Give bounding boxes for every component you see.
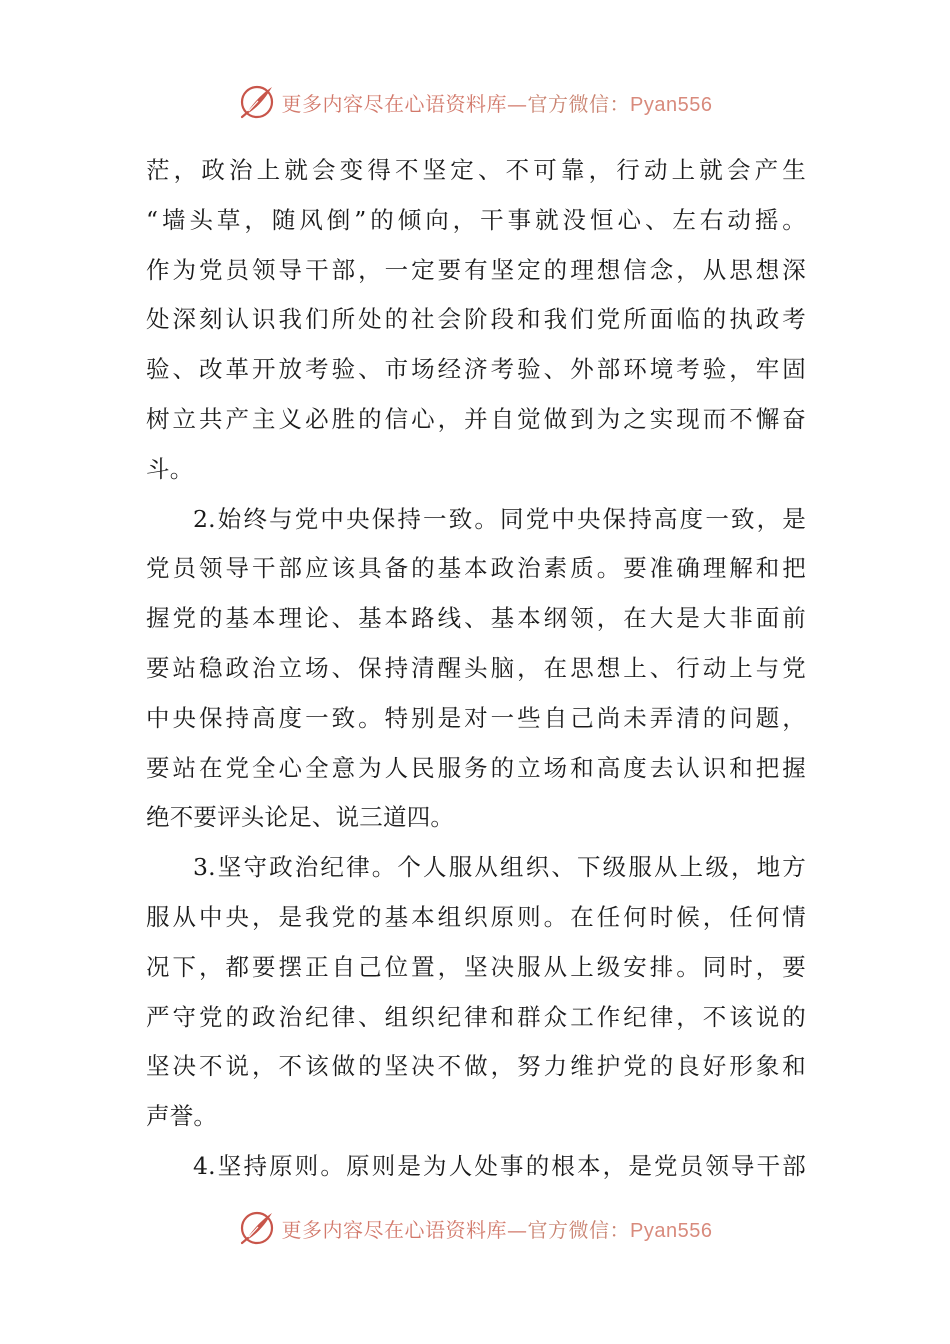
quill-logo-icon bbox=[238, 1209, 276, 1247]
footer-banner bbox=[0, 1208, 950, 1248]
body-line: 4.坚持原则。原则是为人处事的根本，是党员领导干部 bbox=[193, 1151, 806, 1180]
body-line: 握党的基本理论、基本路线、基本纲领，在大是大非面前 bbox=[146, 604, 806, 633]
body-line: 声誉。 bbox=[146, 1102, 218, 1131]
body-line: 服从中央，是我党的基本组织原则。在任何时候，任何情 bbox=[146, 902, 806, 931]
footer-banner-text: 更多内容尽在心语资料库—官方微信：Pyan556 bbox=[281, 1217, 713, 1242]
body-line: 绝不要评头论足、说三道四。 bbox=[146, 803, 455, 832]
body-line: 树立共产主义必胜的信心，并自觉做到为之实现而不懈奋 bbox=[146, 404, 806, 433]
body-line: 严守党的政治纪律、组织纪律和群众工作纪律，不该说的 bbox=[146, 1002, 806, 1031]
document-body bbox=[146, 146, 806, 1192]
body-line: 验、改革开放考验、市场经济考验、外部环境考验，牢固 bbox=[146, 355, 806, 384]
quill-logo-icon bbox=[238, 83, 276, 121]
body-line: 中央保持高度一致。特别是对一些自己尚未弄清的问题， bbox=[146, 703, 806, 732]
body-line: 2.始终与党中央保持一致。同党中央保持高度一致，是 bbox=[193, 504, 806, 533]
body-line: 处深刻认识我们所处的社会阶段和我们党所面临的执政考 bbox=[146, 305, 806, 334]
body-line: 党员领导干部应该具备的基本政治素质。要准确理解和把 bbox=[146, 554, 806, 583]
body-line: 坚决不说，不该做的坚决不做，努力维护党的良好形象和 bbox=[146, 1052, 806, 1081]
body-line: 茫，政治上就会变得不坚定、不可靠，行动上就会产生 bbox=[146, 156, 806, 184]
header-banner bbox=[0, 82, 950, 122]
body-line: 作为党员领导干部，一定要有坚定的理想信念，从思想深 bbox=[146, 255, 806, 284]
body-line: “墙头草，随风倒”的倾向，干事就没恒心、左右动摇。 bbox=[146, 205, 806, 234]
body-line: 况下，都要摆正自己位置，坚决服从上级安排。同时，要 bbox=[146, 952, 806, 981]
body-line: 要站在党全心全意为人民服务的立场和高度去认识和把握 bbox=[146, 753, 806, 782]
body-line: 斗。 bbox=[146, 454, 194, 483]
body-line: 要站稳政治立场、保持清醒头脑，在思想上、行动上与党 bbox=[146, 653, 806, 682]
body-line: 3.坚守政治纪律。个人服从组织、下级服从上级，地方 bbox=[193, 853, 806, 882]
header-banner-text: 更多内容尽在心语资料库—官方微信：Pyan556 bbox=[281, 91, 713, 116]
